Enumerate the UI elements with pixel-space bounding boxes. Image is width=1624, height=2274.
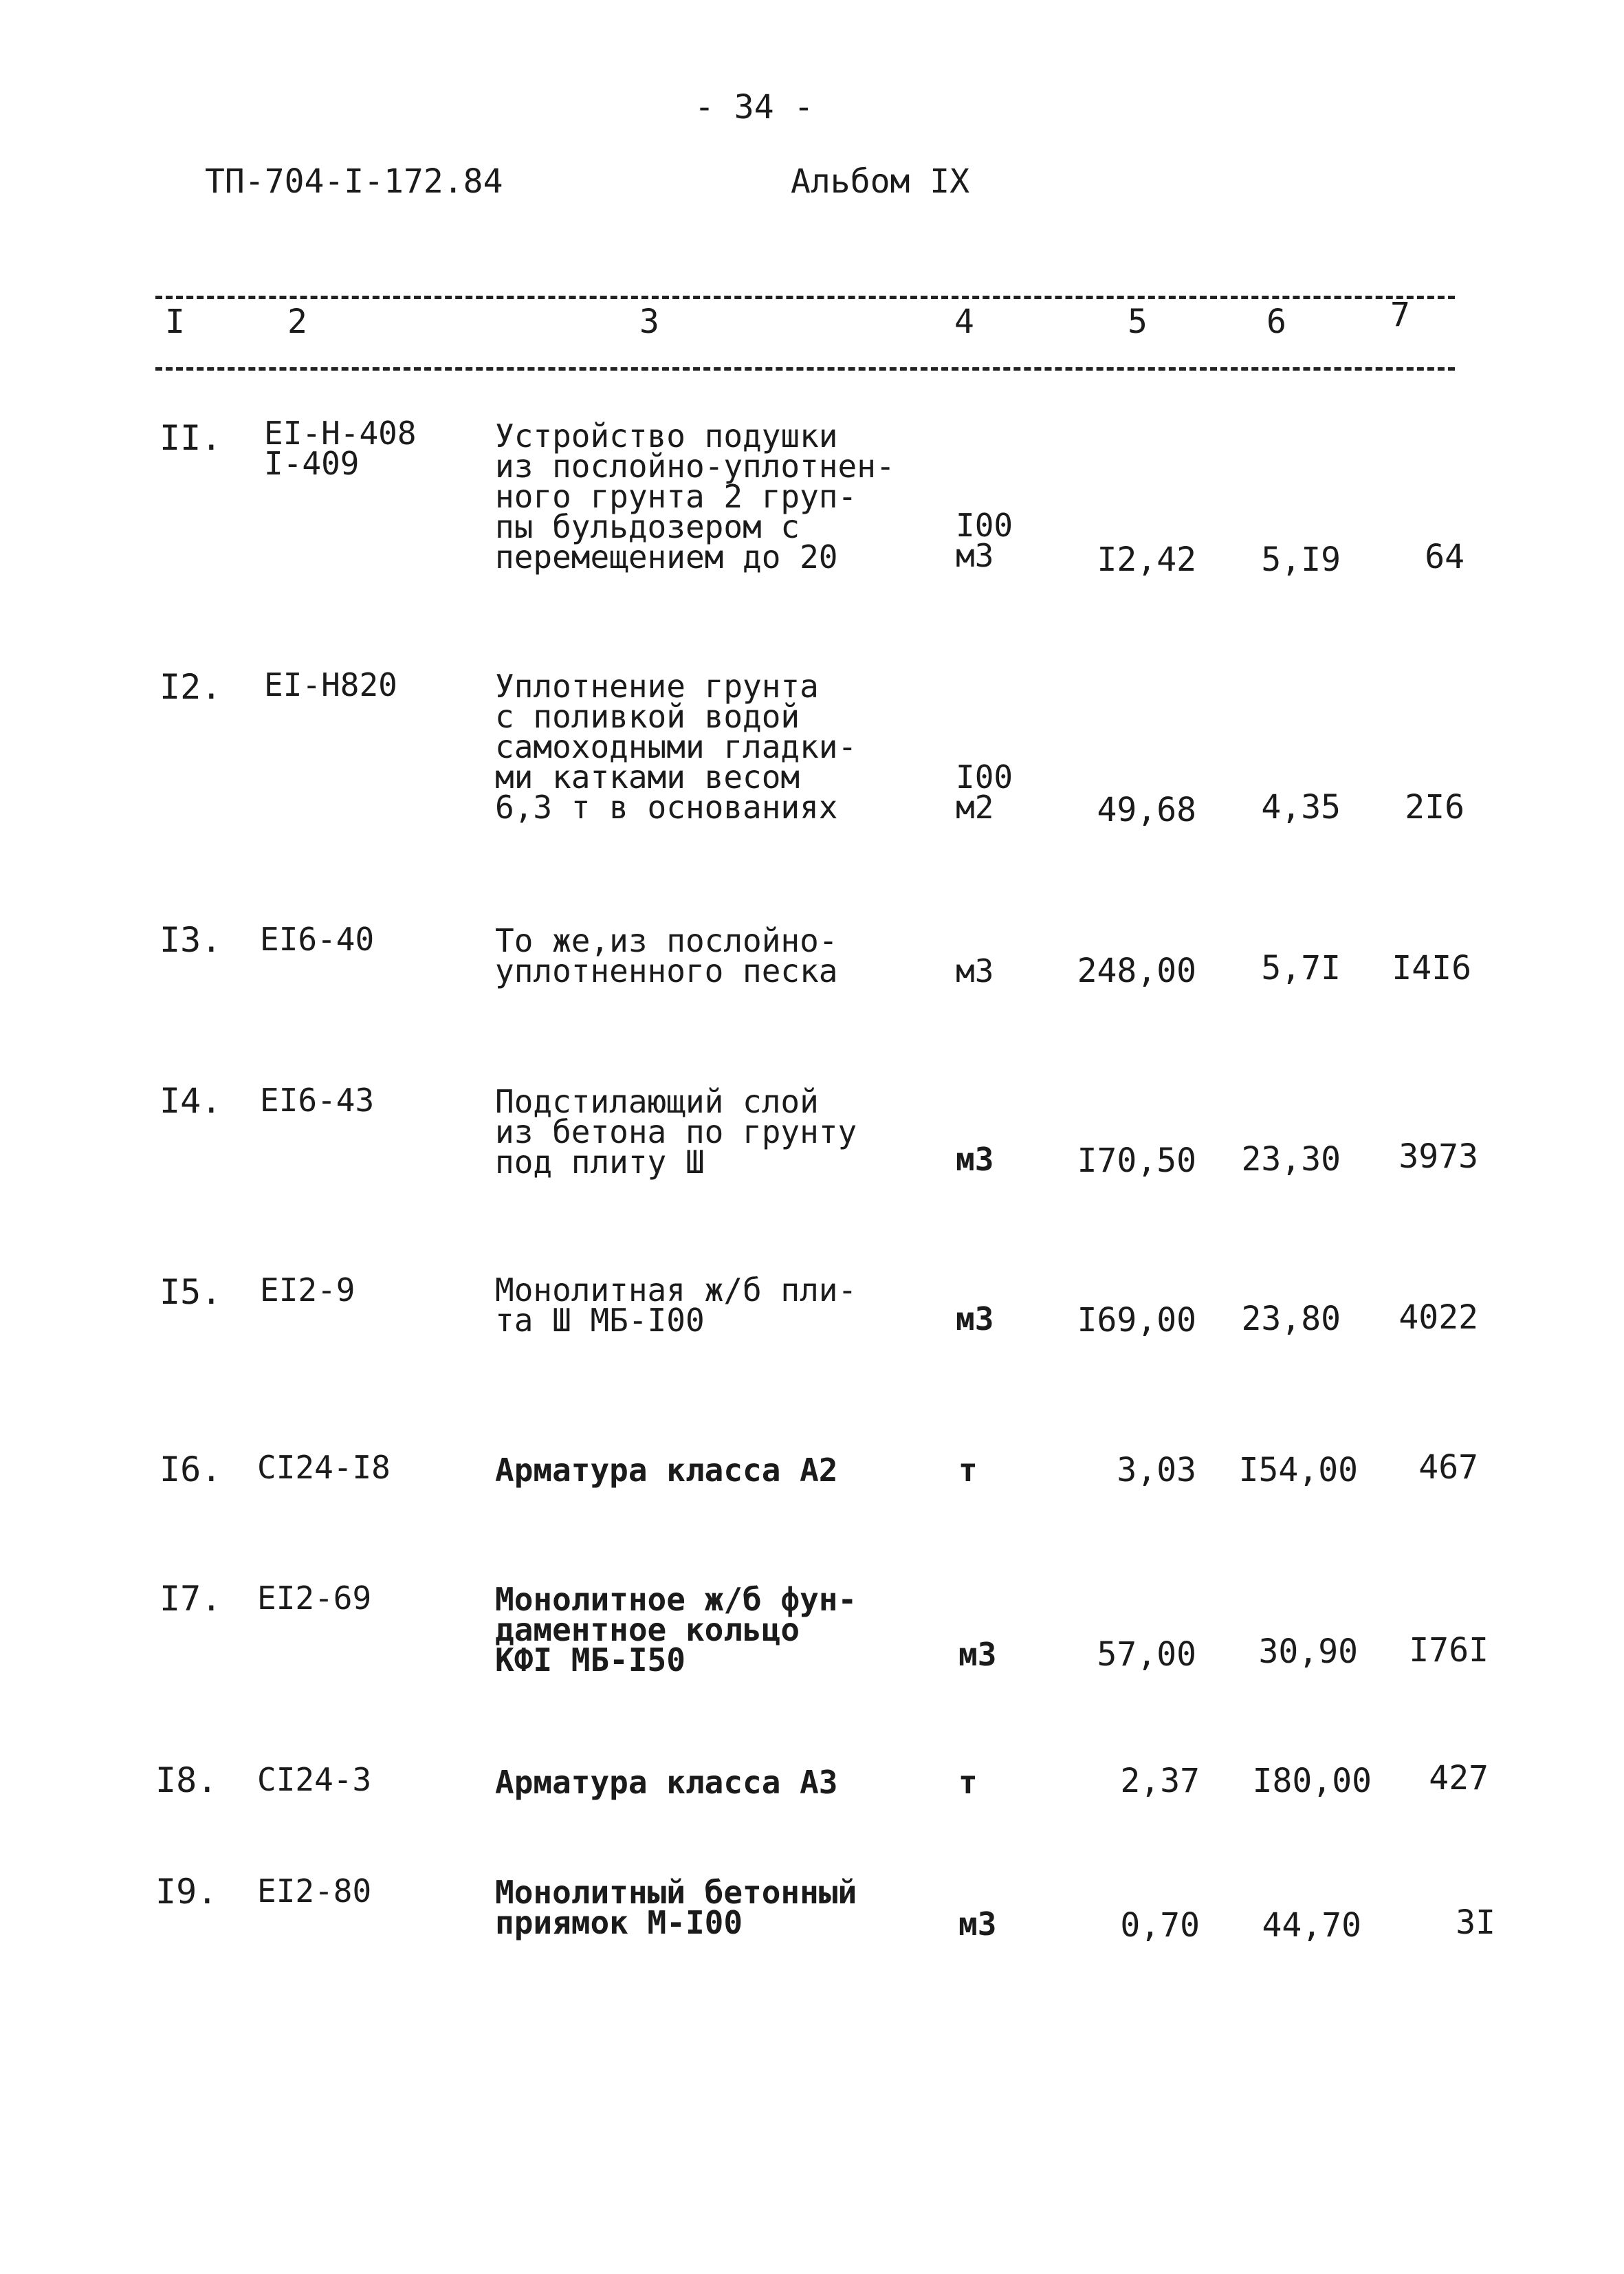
- row-total-cost: 3I: [1456, 1903, 1495, 1942]
- row-number: I6.: [160, 1450, 222, 1489]
- row-code: CI24-3: [257, 1761, 372, 1798]
- row-quantity: 57,00: [1097, 1635, 1196, 1674]
- column-header-6: 6: [1266, 303, 1286, 341]
- row-total-cost: 2I6: [1405, 788, 1464, 827]
- row-unit: м3: [956, 1300, 994, 1337]
- column-header-1: I: [165, 303, 185, 341]
- row-number: I3.: [160, 920, 222, 960]
- row-quantity: I2,42: [1097, 540, 1196, 579]
- row-unit: м3: [958, 1636, 997, 1673]
- column-header-2: 2: [287, 303, 307, 341]
- row-unit-cost: 23,30: [1241, 1140, 1341, 1179]
- row-code: EI6-40: [260, 921, 375, 958]
- row-total-cost: 64: [1425, 538, 1464, 576]
- row-unit-cost: 5,7I: [1261, 949, 1341, 987]
- row-unit-cost: 23,80: [1241, 1300, 1341, 1338]
- row-code: EI-H-408 I-409: [264, 415, 417, 482]
- column-header-3: 3: [639, 303, 659, 341]
- row-description: Монолитное ж/б фун- даментное кольцо КФI МБ-I50: [495, 1581, 857, 1679]
- album-label: Альбом IX: [791, 162, 970, 201]
- row-code: EI2-80: [257, 1872, 372, 1910]
- column-header-5: 5: [1128, 303, 1148, 341]
- column-header-7: 7: [1390, 296, 1410, 334]
- row-unit-cost: I54,00: [1238, 1451, 1358, 1489]
- row-total-cost: I4I6: [1392, 949, 1471, 987]
- row-quantity: 2,37: [1120, 1762, 1200, 1800]
- row-total-cost: 427: [1429, 1759, 1489, 1797]
- row-description: Уплотнение грунта с поливкой водой самоходными гладки- ми катками весом 6,3 т в основаниях: [495, 668, 857, 826]
- row-total-cost: 3973: [1398, 1137, 1478, 1176]
- row-description: Монолитная ж/б пли- та Ш МБ-I00: [495, 1271, 857, 1339]
- table-header-bottom-rule: [155, 367, 1455, 371]
- row-number: I9.: [155, 1872, 218, 1912]
- row-code: EI2-69: [257, 1579, 372, 1617]
- page-number: - 34 -: [694, 88, 814, 127]
- row-description: Арматура класса А2: [495, 1452, 838, 1489]
- row-code: CI24-I8: [257, 1449, 391, 1486]
- row-description: Арматура класса А3: [495, 1764, 838, 1801]
- row-unit-cost: I80,00: [1252, 1762, 1372, 1800]
- row-unit: I00 м3: [956, 507, 1013, 574]
- row-unit: м3: [956, 952, 994, 990]
- column-header-4: 4: [954, 303, 974, 341]
- row-unit-cost: 4,35: [1261, 788, 1341, 827]
- row-quantity: 49,68: [1097, 791, 1196, 829]
- document-code: ТП-704-I-172.84: [205, 162, 503, 201]
- row-unit: т: [958, 1452, 978, 1489]
- row-unit-cost: 30,90: [1258, 1632, 1358, 1671]
- row-number: I8.: [155, 1760, 218, 1800]
- row-description: Устройство подушки из послойно-уплотнен- ного грунта 2 груп- пы бульдозером с перемещением до 20: [495, 417, 895, 576]
- row-quantity: I70,50: [1077, 1141, 1196, 1180]
- row-total-cost: 467: [1418, 1448, 1478, 1487]
- row-number: I7.: [160, 1579, 222, 1619]
- table-header-top-rule: [155, 296, 1455, 299]
- row-code: EI6-43: [260, 1082, 375, 1119]
- row-unit: I00 м2: [956, 758, 1013, 826]
- row-description: Монолитный бетонный приямок М-I00: [495, 1874, 857, 1941]
- row-quantity: 0,70: [1120, 1906, 1200, 1945]
- row-unit-cost: 5,I9: [1261, 540, 1341, 579]
- row-total-cost: 4022: [1398, 1298, 1478, 1337]
- row-unit: м3: [958, 1905, 997, 1943]
- row-number: I2.: [160, 667, 222, 707]
- row-unit-cost: 44,70: [1262, 1906, 1361, 1945]
- row-code: EI-H820: [264, 666, 397, 703]
- row-quantity: 248,00: [1077, 952, 1196, 990]
- row-quantity: 3,03: [1117, 1451, 1196, 1489]
- row-description: Подстилающий слой из бетона по грунту под плиту Ш: [495, 1083, 857, 1181]
- row-number: I4.: [160, 1081, 222, 1121]
- row-total-cost: I76I: [1409, 1631, 1489, 1670]
- row-number: I5.: [160, 1272, 222, 1312]
- row-unit: м3: [956, 1141, 994, 1178]
- row-quantity: I69,00: [1077, 1301, 1196, 1340]
- row-description: То же,из послойно- уплотненного песка: [495, 922, 838, 990]
- row-number: II.: [160, 418, 222, 458]
- row-unit: т: [958, 1764, 978, 1801]
- row-code: EI2-9: [260, 1271, 355, 1309]
